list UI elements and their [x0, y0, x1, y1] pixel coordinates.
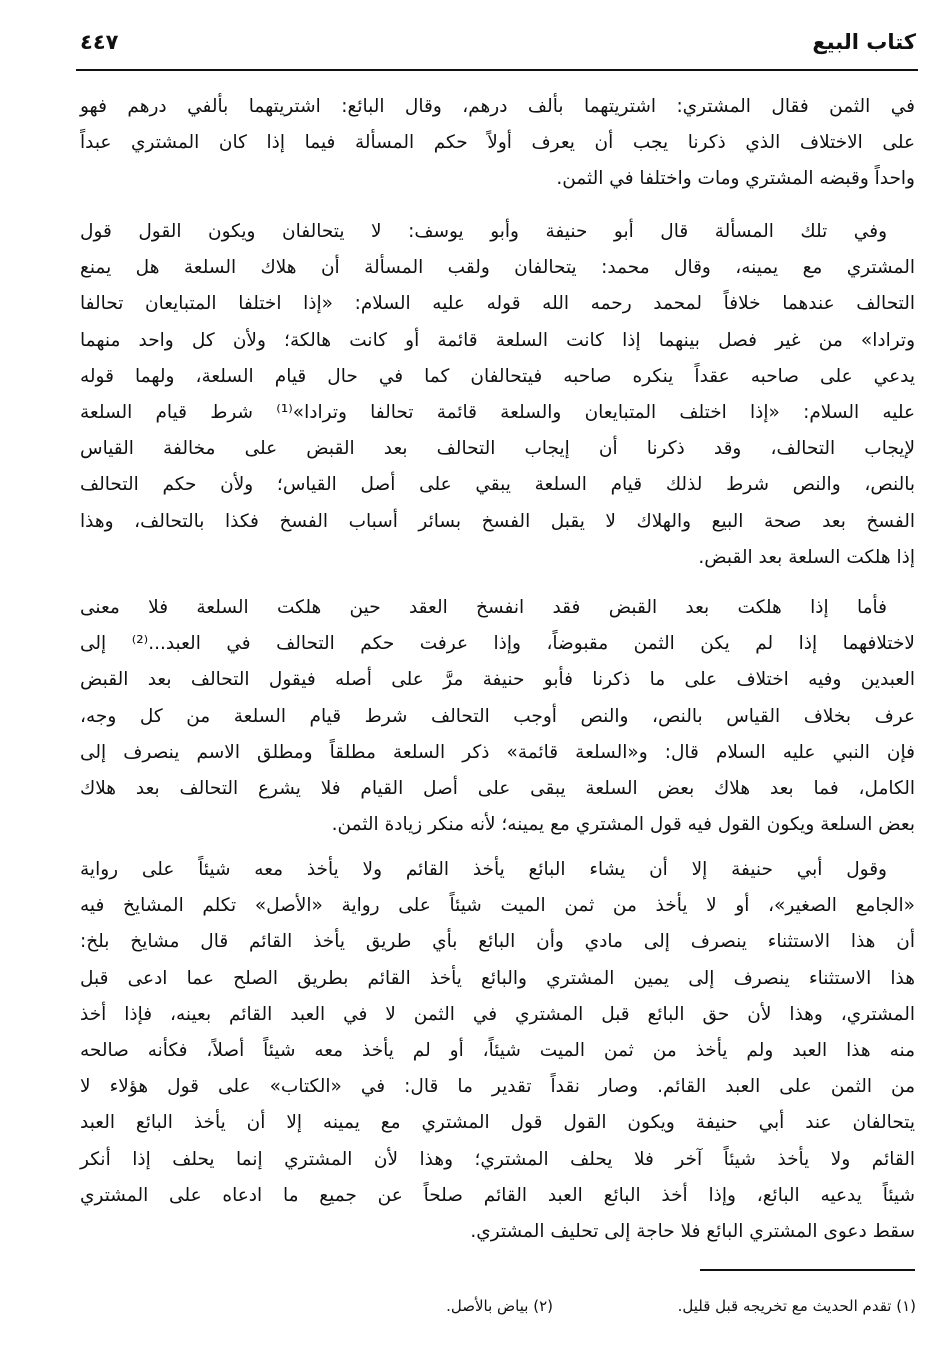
- text-line: التحالف عندهما خلافاً لمحمد رحمه الله قوله عليه السلام: «إذا اختلفا المتبايعان تحالفا: [80, 293, 915, 315]
- text-line: وترادا» من غير فصل بينهما إذا كانت السلعة قائمة أو كانت هالكة؛ ولأن كل واحد منهما: [80, 329, 915, 351]
- footnote-rule: [700, 1269, 915, 1271]
- text-line: بالنص، والنص شرط لذلك قيام السلعة يبقي على أصل القياس؛ ولأن حكم التحالف: [80, 474, 915, 496]
- text-line: وفي تلك المسألة قال أبو حنيفة وأبو يوسف: لا يتحالفان ويكون القول قول: [80, 221, 887, 242]
- footnote: (٢) بياض بالأصل.: [446, 1297, 553, 1315]
- text-line: الفسخ بعد صحة البيع والهلاك لا يقبل الفسخ بسائر أسباب الفسخ فكذا بالتحالف، وهذا: [80, 510, 915, 532]
- text-line: «الجامع الصغير»، أو لا يأخذ من ثمن الميت شيئاً على رواية «الأصل» تكلم المشايخ فيه: [80, 895, 915, 917]
- text-line: يتحالفان عند أبي حنيفة ويكون القول قول المشتري مع يمينه إلا أن يأخذ البائع العبد: [80, 1112, 915, 1134]
- text-line: في الثمن فقال المشتري: اشتريتهما بألف درهم، وقال البائع: اشتريتهما بألفي درهم فهو: [80, 96, 915, 117]
- text-line: بعض السلعة ويكون القول فيه قول المشتري مع يمينه؛ لأنه منكر زيادة الثمن.: [331, 814, 915, 836]
- text-line: سقط دعوى المشتري البائع فلا حاجة إلى تحليف المشتري.: [470, 1221, 915, 1242]
- text-line: أن هذا الاستثناء ينصرف إلى مادي وأن البائع بأي طريق يأخذ القائم قال مشايخ بلخ:: [80, 931, 915, 953]
- text-line: من الثمن على العبد القائم. وصار نقداً تقدير ما قال: في «الكتاب» على قول هؤلاء لا: [80, 1076, 915, 1098]
- text-line: العبدين وفيه اختلاف على ما ذكرنا فأبو حنيفة مرَّ على أصله فيقول التحالف بعد القبض: [80, 669, 915, 691]
- text-line: المشتري مع يمينه، وقال محمد: يتحالفان ولقب المسألة أن هلاك السلعة هل يمنع: [80, 257, 915, 279]
- text-line: المشتري، وهذا لأن حق البائع قبل المشتري في الثمن لا في العبد القائم بعينه، فإذا أخذ: [80, 1003, 915, 1025]
- footnote: (١) تقدم الحديث مع تخريجه قبل قليل.: [677, 1297, 916, 1315]
- text-line: منه هذا العبد ولم يأخذ من ثمن الميت شيئاً، أو لم يأخذ معه شيئاً أصلاً، فكأنه صالحه: [80, 1040, 915, 1061]
- text-line: عليه السلام: «إذا اختلف المتبايعان والسلعة قائمة تحالفا وترادا»⁽¹⁾ شرط قيام السلعة: [80, 402, 915, 423]
- text-line: يدعي على صاحبه عقداً ينكره صاحبه فيتحالفان كما في حال قيام السلعة، ولهما قوله: [80, 365, 915, 387]
- text-line: لاختلافهما إذا لم يكن الثمن مقبوضاً، وإذا عرفت حكم التحالف في العبد...⁽²⁾ إلى: [80, 633, 915, 655]
- text-line: فإن النبي عليه السلام قال: و«السلعة قائمة» ذكر السلعة مطلقاً ومطلق الاسم ينصرف إلى: [80, 741, 915, 763]
- running-title: كتاب البيع: [812, 30, 916, 54]
- text-line: إذا هلكت السلعة بعد القبض.: [698, 546, 915, 568]
- text-line: فأما إذا هلكت بعد القبض فقد انفسخ العقد حين هلكت السلعة فلا معنى: [80, 597, 887, 618]
- text-line: وقول أبي حنيفة إلا أن يشاء البائع يأخذ القائم ولا يأخذ معه شيئاً على رواية: [80, 859, 887, 880]
- text-line: الكامل، فما بعد هلاك بعض السلعة يبقى على أصل القيام فلا يشرع التحالف بعد هلاك: [80, 778, 915, 799]
- text-line: هذا الاستثناء ينصرف إلى يمين المشتري والبائع يأخذ القائم بطريق الصلح عما ادعى قبل: [80, 967, 915, 989]
- text-line: شيئاً يدعيه البائع، وإذا أخذ البائع العبد القائم صلحاً عن جميع ما ادعاه على المشتري: [80, 1184, 915, 1206]
- text-line: على الاختلاف الذي ذكرنا يجب أن يعرف أولاً حكم المسألة فيما إذا كان المشتري عبداً: [80, 132, 915, 154]
- text-line: واحداً وقبضه المشتري ومات واختلفا في الثمن.: [556, 168, 915, 190]
- page-number: ٤٤٧: [80, 30, 119, 54]
- text-line: عرف بخلاف القياس بالنص، والنص أوجب التحالف شرط قيام السلعة من كل وجه،: [80, 705, 915, 727]
- header-rule: [76, 69, 918, 71]
- text-line: القائم ولا يأخذ شيئاً آخر فلا يحلف المشتري؛ وهذا لأن المشتري إنما يحلف إذا أنكر: [80, 1148, 915, 1170]
- text-line: لإيجاب التحالف، وقد ذكرنا أن إيجاب التحالف بعد القبض على مخالفة القياس: [80, 438, 915, 460]
